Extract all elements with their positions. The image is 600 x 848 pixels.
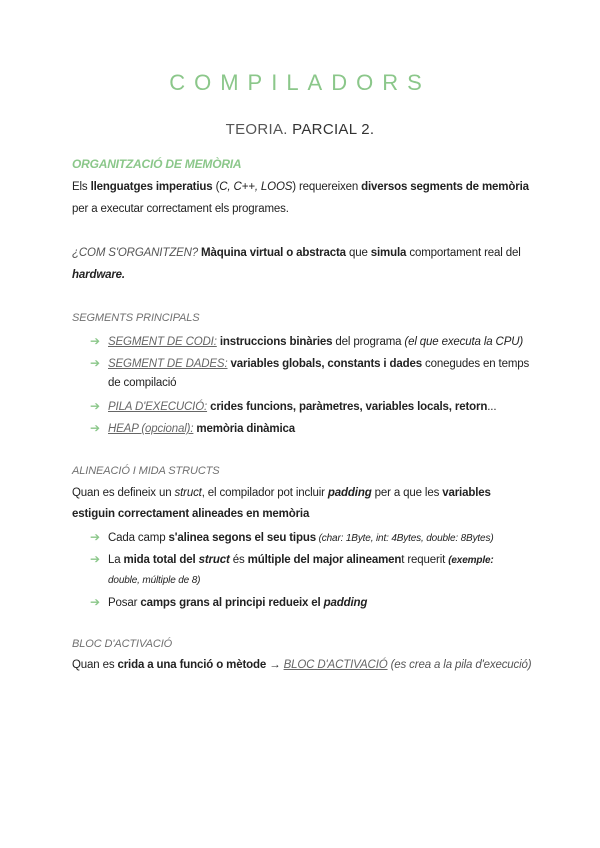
doc-subtitle [0, 121, 600, 138]
text: del programa [332, 336, 405, 348]
arrow-icon: ➔ [90, 334, 100, 348]
text-italic: C, C++, LOOS [219, 181, 293, 193]
section-heading-bloc: BLOC D'ACTIVACIÓ [72, 638, 173, 650]
paragraph-line [72, 181, 529, 193]
paragraph-line [72, 487, 491, 499]
text-italic: (char: 1Byte, int: 4Bytes, double: 8Bytes) [315, 533, 494, 544]
text: t requerit [401, 554, 449, 566]
text-underlined: SEGMENT DE CODI: [108, 336, 217, 348]
text-bold: variables [442, 487, 491, 499]
arrow-icon: ➔ [90, 595, 100, 609]
list-item [90, 552, 494, 566]
text: ... [487, 401, 497, 413]
text-bold: variables globals, constants i dades [227, 358, 422, 370]
text-bold: múltiple del major alineamen [247, 554, 402, 566]
arrow-icon: ➔ [90, 399, 100, 413]
section-heading-structs: ALINEACIÓ I MIDA STRUCTS [72, 465, 220, 477]
list-item [90, 399, 496, 413]
text: Els [72, 181, 91, 193]
arrow-text: → [266, 659, 284, 671]
text-italic: double, múltiple de 8) [108, 575, 201, 586]
text: Posar [108, 597, 141, 609]
text-bold-italic: struct [198, 554, 230, 566]
arrow-icon: ➔ [90, 421, 100, 435]
text-bold-italic: padding [323, 597, 368, 609]
text: és [229, 554, 248, 566]
text-italic: (es crea a la pila d'execució) [387, 659, 532, 671]
section-heading-memoria: ORGANITZACIÓ DE MEMÒRIA [72, 157, 242, 171]
text-italic: ¿COM S'ORGANITZEN? [72, 247, 199, 259]
doc-title: COMPILADORS [169, 70, 431, 95]
section-heading-segments: SEGMENTS PRINCIPALS [72, 312, 200, 324]
text-bold-italic: hardware. [72, 269, 125, 281]
text: La [108, 554, 124, 566]
paragraph-line [72, 247, 521, 259]
text-bold: llenguatges imperatius [90, 181, 213, 193]
text-bold-italic: (exemple: [448, 555, 494, 566]
text: ) requereixen [292, 181, 362, 193]
text: conegudes en temps [422, 358, 530, 370]
text-bold: diversos segments de memòria [361, 181, 529, 193]
text-bold: instruccions binàries [216, 336, 333, 348]
text: per a que les [371, 487, 443, 499]
list-item-continuation [108, 574, 200, 586]
list-item-continuation: de compilació [108, 377, 177, 389]
text-bold: camps grans al principi redueix el [140, 597, 324, 609]
list-item [90, 530, 494, 544]
subtitle-part-b: PARCIAL 2. [287, 121, 375, 138]
text-bold: simula [370, 247, 407, 259]
text-underlined: PILA D'EXECUCIÓ: [108, 401, 208, 413]
text-underlined: HEAP (opcional): [108, 423, 194, 435]
text-underlined: BLOC D'ACTIVACIÓ [283, 659, 388, 671]
arrow-icon: ➔ [90, 552, 100, 566]
text-bold-italic: padding [327, 487, 372, 499]
text: que [345, 247, 371, 259]
arrow-icon: ➔ [90, 356, 100, 370]
text-italic: (el que executa la CPU) [404, 336, 524, 348]
arrow-icon: ➔ [90, 530, 100, 544]
text-bold: crida a una funció o mètode [117, 659, 267, 671]
list-item [90, 595, 367, 609]
text-bold: crides funcions, paràmetres, variables locals, retorn [207, 401, 488, 413]
text-bold: estiguin correctament alineades en memòria [72, 508, 310, 520]
text-bold: mida total del [123, 554, 199, 566]
text: Quan es [72, 659, 118, 671]
text-italic: struct [174, 487, 202, 499]
text: Cada camp [108, 532, 169, 544]
text: comportament real del [406, 247, 521, 259]
text-underlined: SEGMENT DE DADES: [108, 358, 228, 370]
subtitle-part-a: TEORIA. [225, 121, 288, 138]
paragraph-line [72, 659, 532, 671]
text-bold: Màquina virtual o abstracta [198, 247, 346, 259]
list-item [90, 421, 295, 435]
list-item [90, 334, 523, 348]
paragraph-line [72, 269, 125, 281]
text: Quan es defineix un [72, 487, 175, 499]
list-item [90, 356, 529, 370]
paragraph-line: per a executar correctament els programes. [72, 203, 289, 215]
text: ( [212, 181, 220, 193]
text: , el compilador pot incluir [201, 487, 328, 499]
text-bold: memòria dinàmica [193, 423, 296, 435]
paragraph-line [72, 508, 309, 520]
text-bold: s'alinea segons el seu tipus [168, 532, 316, 544]
